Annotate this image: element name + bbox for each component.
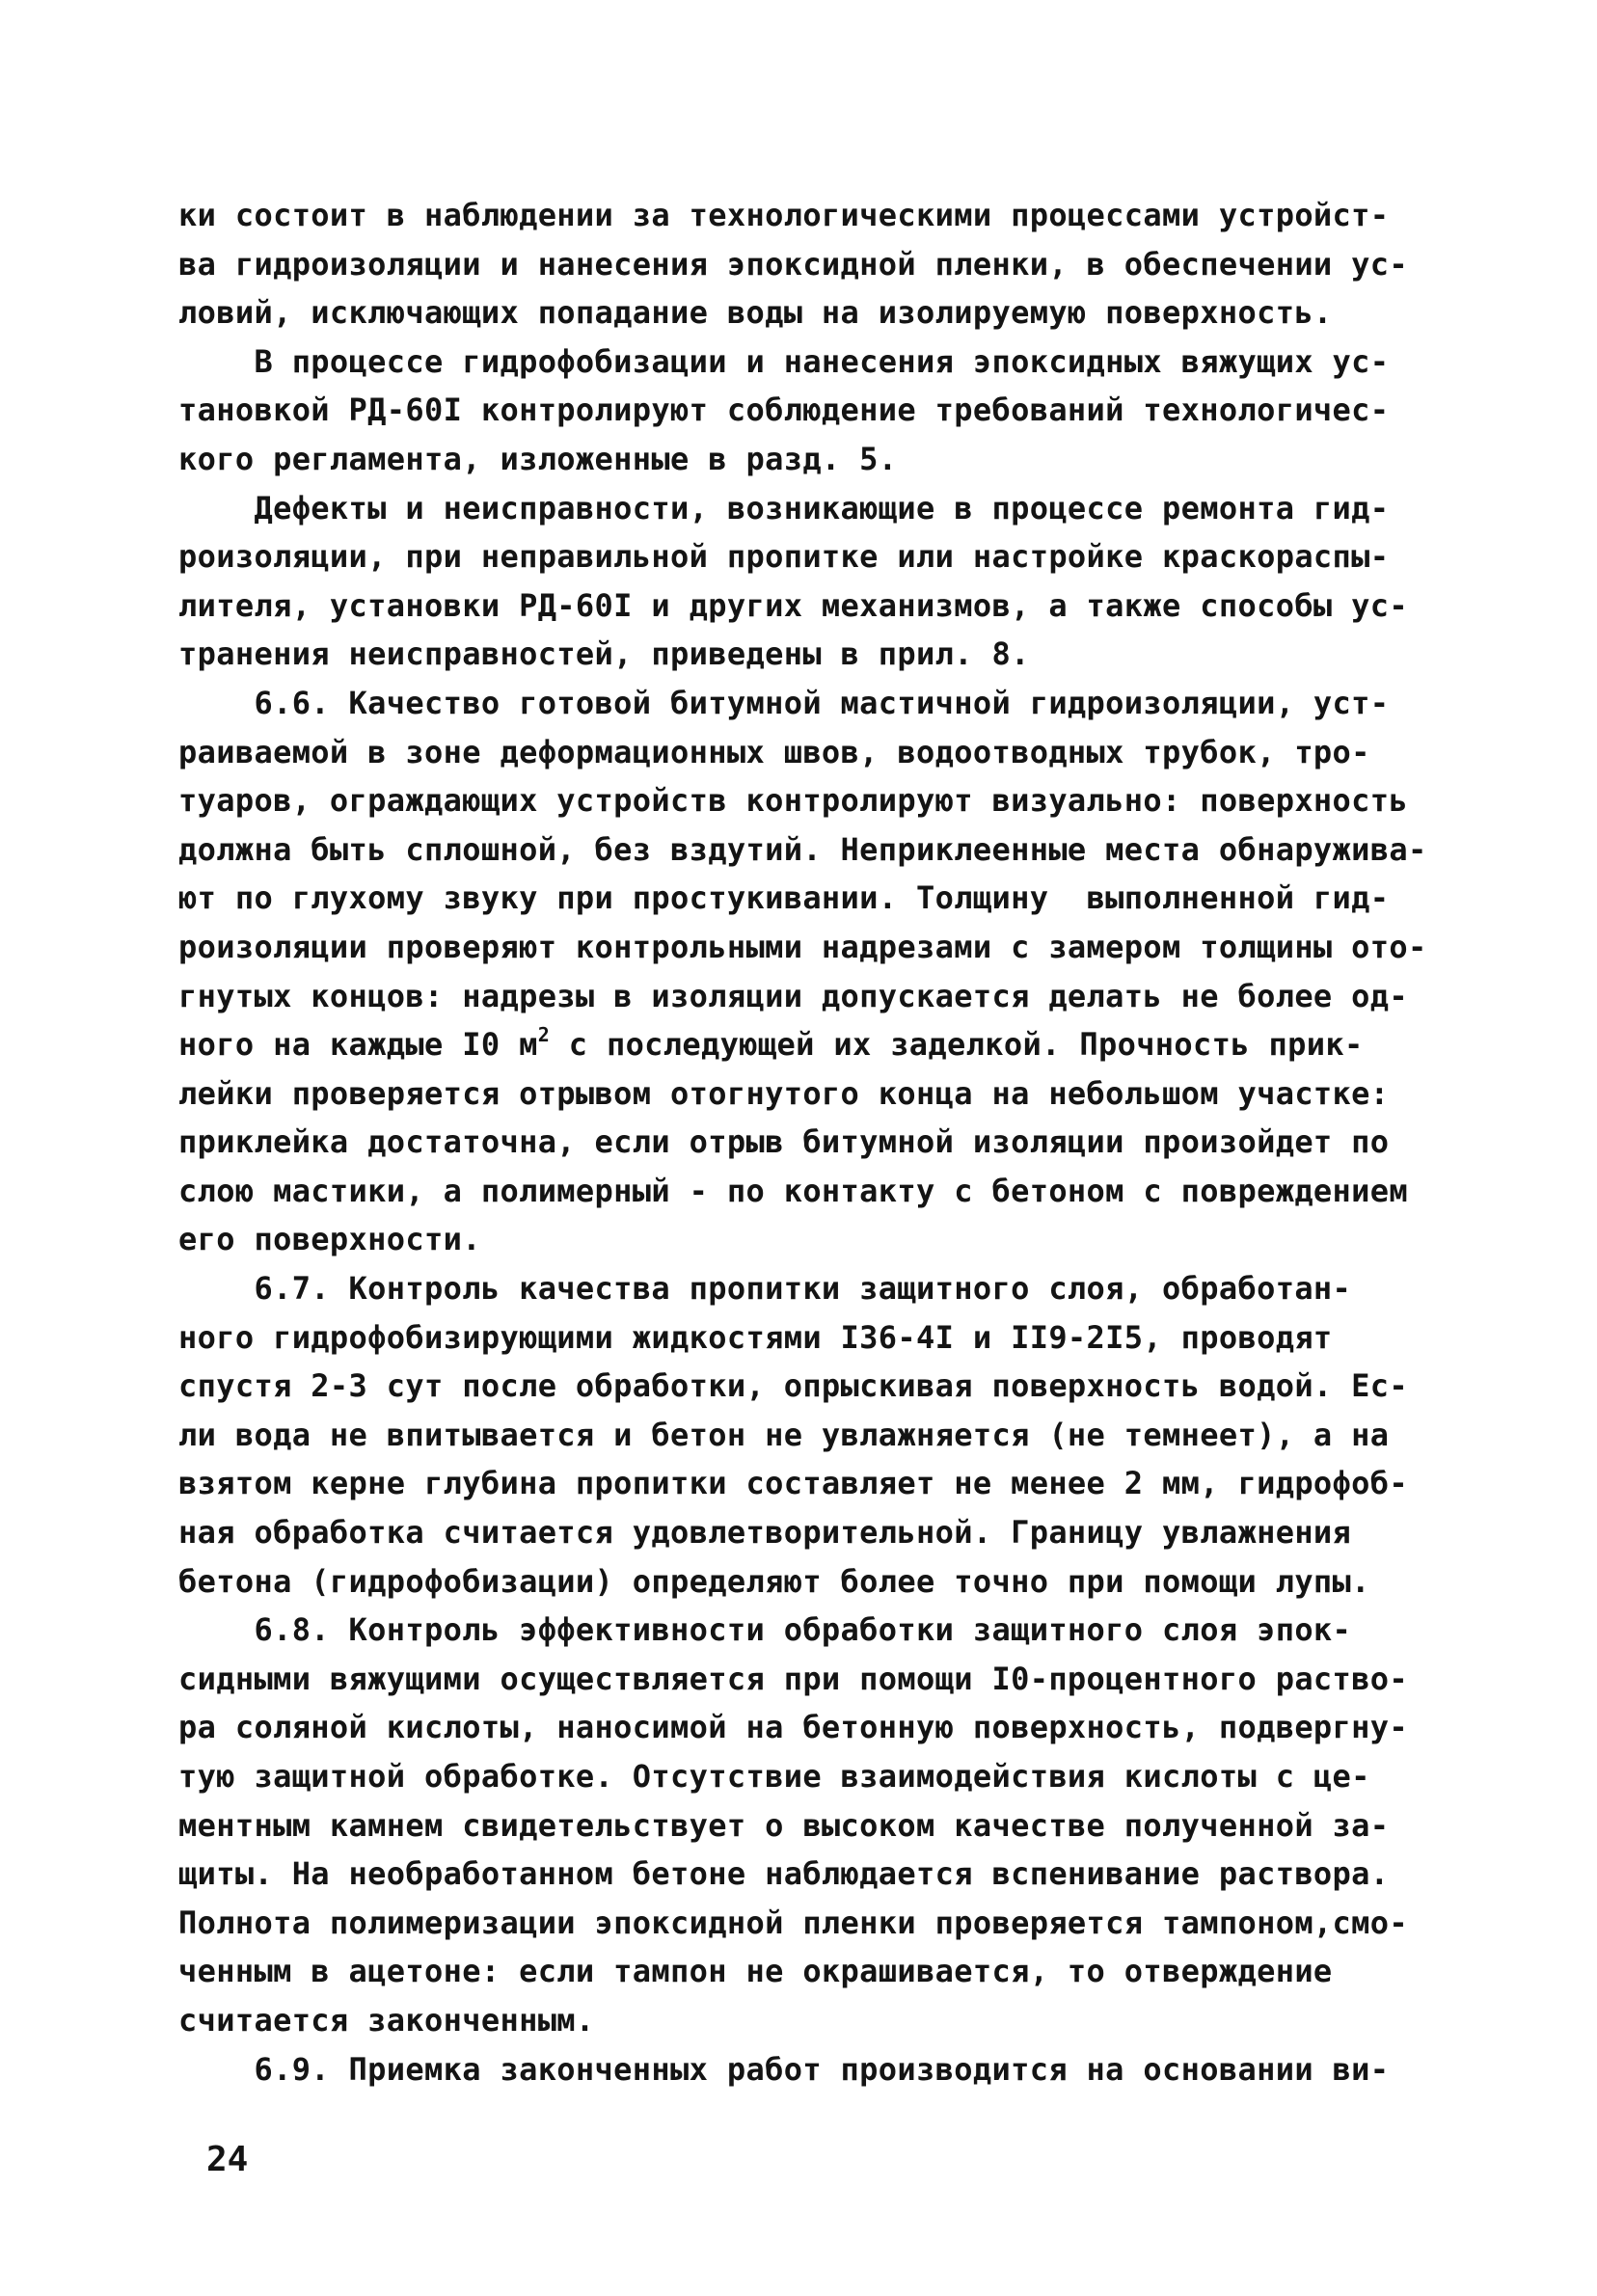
- text-line: ют по глухому звуку при простукивании. Толщину выполненной гид-: [178, 879, 1390, 917]
- text-line: ченным в ацетоне: если тампон не окрашивается, то отверждение: [178, 1953, 1333, 1990]
- text-line: ра соляной кислоты, наносимой на бетонную поверхность, подвергну-: [178, 1709, 1409, 1746]
- text-line: 6.9. Приемка законченных работ производится на основании ви-: [178, 2050, 1390, 2088]
- text-line: ного гидрофобизирующими жидкостями I36-4I и II9-2I5, проводят: [178, 1318, 1333, 1356]
- line-text-tail: с последующей их заделкой. Прочность прик-: [550, 1026, 1364, 1064]
- body-text: [178, 191, 1451, 2093]
- text-line: бетона (гидрофобизации) определяют более точно при помощи лупы.: [178, 1562, 1370, 1600]
- text-line-with-superscript: [178, 1020, 1451, 1069]
- text-line: лейки проверяется отрывом отогнутого конца на небольшом участке:: [178, 1074, 1390, 1112]
- text-line: слою мастики, а полимерный - по контакту с бетоном с повреждением: [178, 1172, 1409, 1209]
- text-line: 6.8. Контроль эффективности обработки защитного слоя эпок-: [178, 1611, 1352, 1649]
- text-line: 6.7. Контроль качества пропитки защитного слоя, обработан-: [178, 1270, 1352, 1308]
- text-line: Полнота полимеризации эпоксидной пленки проверяется тампоном,смо-: [178, 1904, 1409, 1941]
- text-line: спустя 2-3 сут после обработки, опрыскивая поверхность водой. Ес-: [178, 1367, 1409, 1405]
- text-line: кого регламента, изложенные в разд. 5.: [178, 440, 898, 477]
- text-line: раиваемой в зоне деформационных швов, водоотводных трубок, тро-: [178, 733, 1370, 770]
- text-line: ки состоит в наблюдении за технологическими процессами устройст-: [178, 197, 1390, 233]
- text-line: роизоляции, при неправильной пропитке или настройке краскораспы-: [178, 538, 1390, 576]
- text-line: ли вода не впитывается и бетон не увлажняется (не темнеет), а на: [178, 1416, 1390, 1453]
- text-line: ловий, исключающих попадание воды на изолируемую поверхность.: [178, 294, 1333, 332]
- text-line: Дефекты и неисправности, возникающие в процессе ремонта гид-: [178, 489, 1390, 527]
- line-text: ного на каждые I0 м: [178, 1026, 538, 1064]
- text-line: его поверхности.: [178, 1221, 481, 1258]
- text-line: лителя, установки РД-60I и других механизмов, а также способы ус-: [178, 586, 1409, 624]
- text-line: роизоляции проверяют контрольными надрезами с замером толщины ото-: [178, 928, 1427, 965]
- page-number: 24: [206, 2140, 249, 2179]
- text-line: ментным камнем свидетельствует о высоком качестве полученной за-: [178, 1806, 1390, 1844]
- text-line: ная обработка считается удовлетворительной. Границу увлажнения: [178, 1514, 1352, 1552]
- text-line: тую защитной обработке. Отсутствие взаимодействия кислоты с це-: [178, 1758, 1370, 1795]
- superscript: 2: [537, 1023, 551, 1047]
- text-line: сидными вяжущими осуществляется при помощи I0-процентного раство-: [178, 1660, 1409, 1697]
- text-line: ва гидроизоляции и нанесения эпоксидной пленки, в обеспечении ус-: [178, 245, 1409, 283]
- text-line: считается законченным.: [178, 2001, 595, 2039]
- text-line: приклейка достаточна, если отрыв битумной изоляции произойдет по: [178, 1123, 1390, 1161]
- text-line: транения неисправностей, приведены в прил. 8.: [178, 635, 1030, 673]
- text-line: туаров, ограждающих устройств контролируют визуально: поверхность: [178, 782, 1409, 820]
- text-line: 6.6. Качество готовой битумной мастичной гидроизоляции, уст-: [178, 684, 1390, 721]
- text-line: щиты. На необработанном бетоне наблюдается вспенивание раствора.: [178, 1855, 1390, 1893]
- text-line: гнутых концов: надрезы в изоляции допускается делать не более од-: [178, 977, 1409, 1014]
- text-line: В процессе гидрофобизации и нанесения эпоксидных вяжущих ус-: [178, 342, 1390, 380]
- text-line: тановкой РД-60I контролируют соблюдение требований технологичес-: [178, 392, 1390, 429]
- text-line: должна быть сплошной, без вздутий. Неприклеенные места обнаружива-: [178, 830, 1427, 868]
- text-line: взятом керне глубина пропитки составляет не менее 2 мм, гидрофоб-: [178, 1465, 1409, 1502]
